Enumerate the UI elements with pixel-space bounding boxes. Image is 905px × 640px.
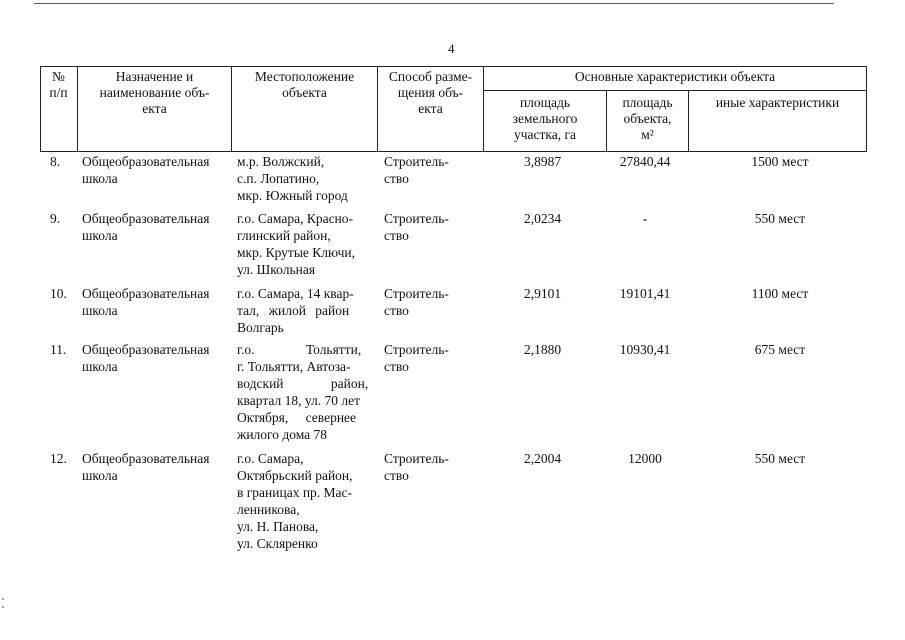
table-header bbox=[40, 66, 867, 152]
scan-speck bbox=[2, 598, 4, 600]
header-main-characteristics: Основные характеристики объекта bbox=[574, 69, 776, 84]
header-object-area: площадь объекта, м² bbox=[622, 95, 673, 142]
object-name: Общеобразовательная школа bbox=[82, 286, 210, 318]
other-characteristics: 675 мест bbox=[754, 342, 806, 357]
object-name: Общеобразовательная школа bbox=[82, 211, 210, 243]
header-location: Местоположение объекта bbox=[254, 69, 355, 100]
row-number: 10. bbox=[50, 286, 67, 301]
placement-method: Строитель- ство bbox=[384, 286, 449, 318]
placement-method: Строитель- ство bbox=[384, 342, 449, 374]
header-land-area: площадь земельного участка, га bbox=[512, 95, 578, 142]
page-number: 4 bbox=[448, 41, 455, 56]
row-number: 11. bbox=[50, 342, 67, 357]
other-characteristics: 1500 мест bbox=[751, 154, 809, 169]
object-location: г.о. Самара, 14 квар- тал, жилой район Волгарь bbox=[237, 286, 354, 335]
header-bottom-border bbox=[40, 151, 867, 152]
row-number: 8. bbox=[50, 154, 61, 169]
other-characteristics: 1100 мест bbox=[751, 286, 809, 301]
object-location: г.о. Тольятти, г. Тольятти, Автоза- водский район, квартал 18, ул. 70 лет Октября, севернее жилого дома 78 bbox=[237, 342, 369, 442]
header-name: Назначение и наименование объ- екта bbox=[99, 69, 210, 116]
placement-method: Строитель- ство bbox=[384, 154, 449, 186]
placement-method: Строитель- ство bbox=[384, 211, 449, 243]
land-area: 3,8987 bbox=[523, 154, 562, 169]
placement-method: Строитель- ство bbox=[384, 451, 449, 483]
row-number: 12. bbox=[50, 451, 67, 466]
header-vline bbox=[866, 66, 867, 152]
land-area: 2,9101 bbox=[523, 286, 562, 301]
object-location: г.о. Самара, Красно- глинский район, мкр. Крутые Ключи, ул. Школьная bbox=[237, 211, 355, 277]
object-name: Общеобразовательная школа bbox=[82, 451, 210, 483]
object-area: 10930,41 bbox=[619, 342, 671, 357]
header-sub-border bbox=[483, 90, 867, 91]
object-area: 19101,41 bbox=[619, 286, 671, 301]
object-name: Общеобразовательная школа bbox=[82, 342, 210, 374]
object-location: г.о. Самара, Октябрьский район, в границах пр. Мас- ленникова, ул. Н. Панова, ул. Скляренко bbox=[237, 451, 353, 551]
object-area: 27840,44 bbox=[619, 154, 671, 169]
other-characteristics: 550 мест bbox=[754, 451, 806, 466]
header-top-border bbox=[40, 66, 867, 67]
header-method: Способ разме- щения объ- екта bbox=[388, 69, 473, 116]
header-num: № п/п bbox=[49, 69, 68, 100]
row-number: 9. bbox=[50, 211, 61, 226]
scan-speck bbox=[2, 606, 4, 608]
page-top-rule bbox=[34, 3, 834, 4]
object-area: 12000 bbox=[628, 451, 662, 466]
header-other: иные характеристики bbox=[715, 95, 840, 110]
object-location: м.р. Волжский, с.п. Лопатино, мкр. Южный город bbox=[237, 154, 348, 203]
object-name: Общеобразовательная школа bbox=[82, 154, 210, 186]
land-area: 2,1880 bbox=[523, 342, 562, 357]
other-characteristics: 550 мест bbox=[754, 211, 806, 226]
land-area: 2,0234 bbox=[523, 211, 562, 226]
object-area: - bbox=[642, 211, 648, 226]
land-area: 2,2004 bbox=[523, 451, 562, 466]
